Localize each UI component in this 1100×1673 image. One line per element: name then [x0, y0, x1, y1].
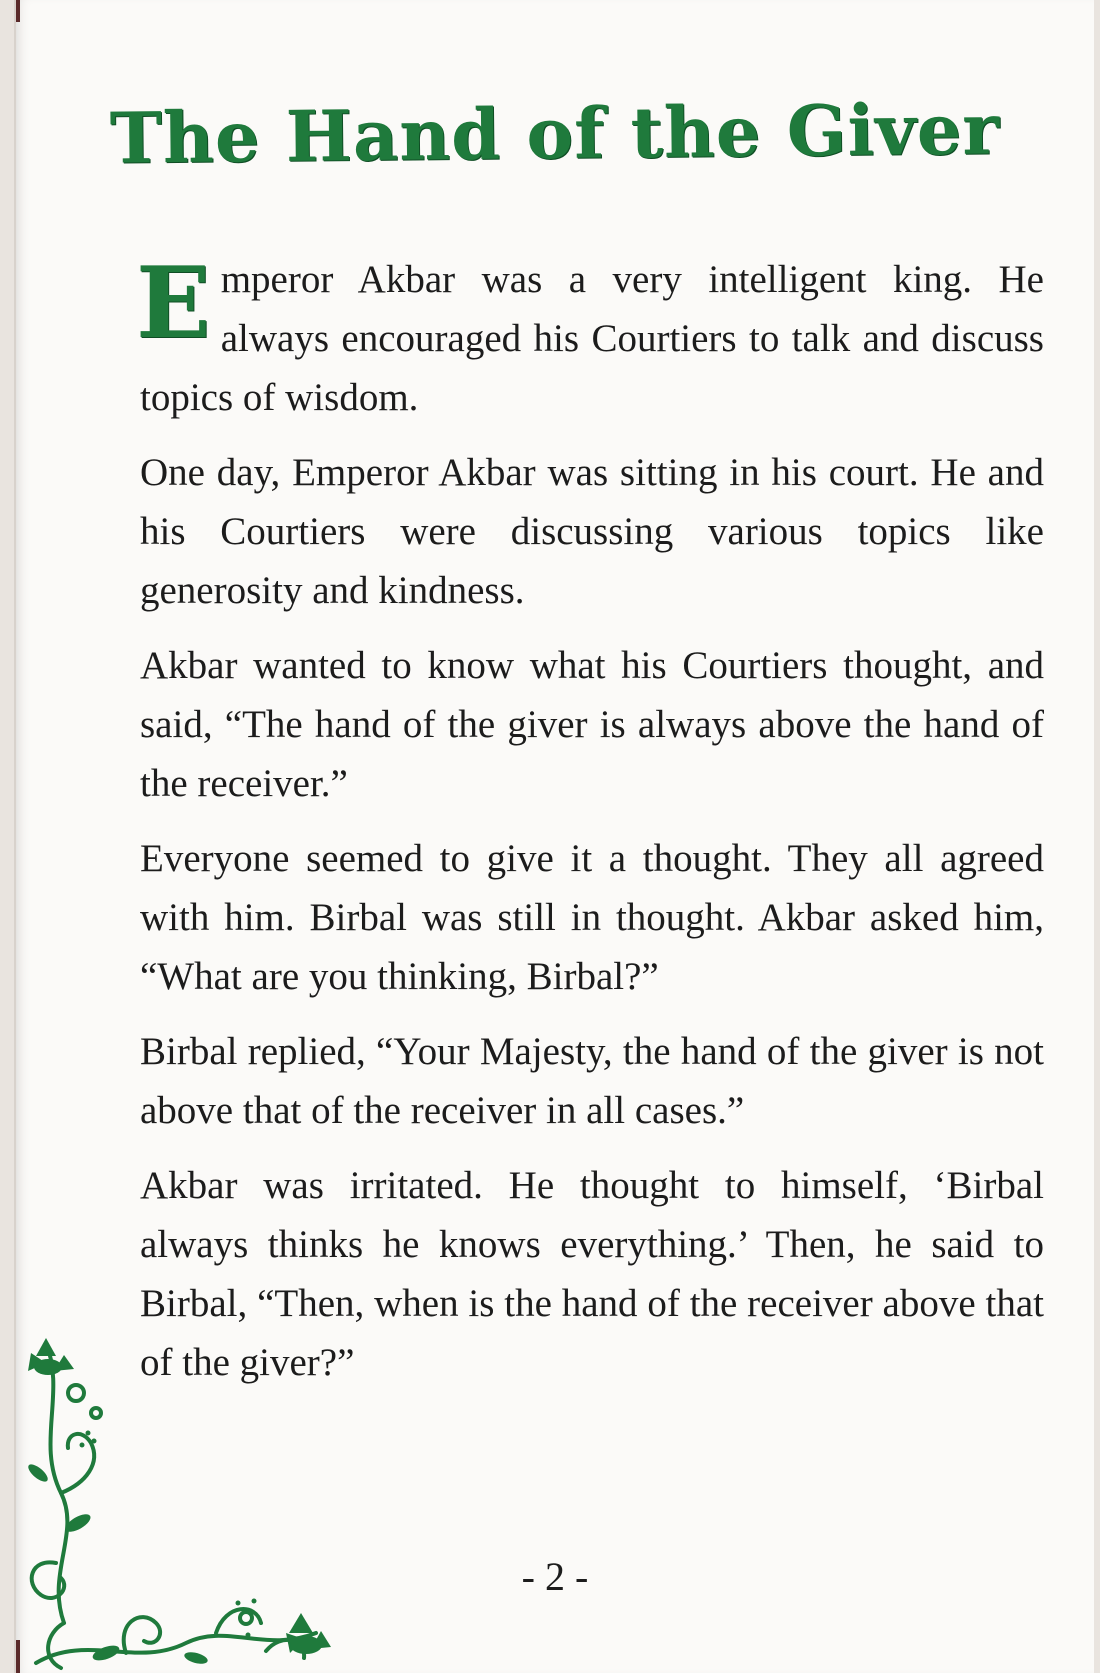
- book-page: [14, 0, 1094, 1673]
- floral-vine-ornament-icon: [16, 1333, 346, 1673]
- paragraph-1-text: mperor Akbar was a very intelligent king. He always encouraged his Courtiers to talk and discuss topics of wisdom.: [140, 258, 1044, 419]
- story-title: The Hand of the Giver: [109, 87, 1001, 180]
- paragraph-6: Akbar was irritated. He thought to himself, ‘Birbal always thinks he knows everything.’ Then, he said to Birbal, “Then, when is the hand of the receiver above that of the giver?”: [140, 1164, 1044, 1384]
- paragraph-2: One day, Emperor Akbar was sitting in his court. He and his Courtiers were discussing various topics like generosity and kindness.: [140, 451, 1044, 612]
- paragraph-5: Birbal replied, “Your Majesty, the hand of the giver is not above that of the receiver in all cases.”: [140, 1030, 1044, 1132]
- spine-mark-top: [16, 0, 20, 22]
- story-body: [136, 246, 1044, 1408]
- page-number: - 2 -: [521, 1554, 589, 1599]
- paragraph-3: Akbar wanted to know what his Courtiers thought, and said, “The hand of the giver is always above the hand of the receiver.”: [140, 644, 1044, 805]
- paragraph-1: [136, 246, 1044, 427]
- drop-cap: E: [136, 246, 211, 361]
- paragraph-4: Everyone seemed to give it a thought. They all agreed with him. Birbal was still in thought. Akbar asked him, “What are you thinking, Birbal?”: [140, 837, 1044, 998]
